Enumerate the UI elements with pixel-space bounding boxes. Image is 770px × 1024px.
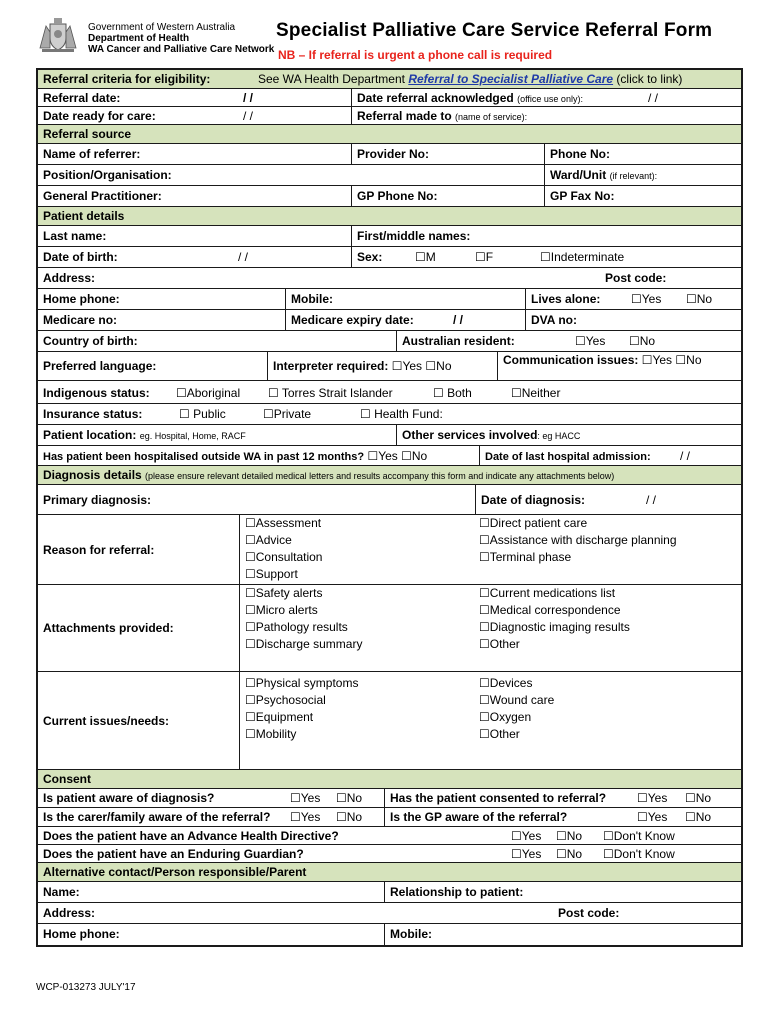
issue-mobility-checkbox[interactable]: ☐Mobility bbox=[245, 727, 297, 741]
indigenous-label: Indigenous status: bbox=[43, 386, 150, 400]
alt-postcode-field[interactable]: Post code: bbox=[558, 906, 620, 920]
referral-made-to-note: (name of service): bbox=[455, 112, 528, 122]
medicare-expiry-label: Medicare expiry date: bbox=[291, 313, 414, 327]
interpreter-no-checkbox[interactable]: ☐No bbox=[425, 359, 452, 373]
dob-row bbox=[38, 247, 741, 268]
referral-made-to-field[interactable] bbox=[351, 107, 741, 124]
issue-oxygen-checkbox[interactable]: ☐Oxygen bbox=[479, 710, 532, 724]
consent-heading: Consent bbox=[43, 772, 91, 786]
preferred-language-field[interactable]: Preferred language: bbox=[43, 359, 157, 373]
consented-field bbox=[384, 789, 741, 807]
referrer-name-field[interactable]: Name of referrer: bbox=[43, 147, 141, 161]
last-admission-label: Date of last hospital admission: bbox=[485, 451, 651, 463]
referral-made-to-label: Referral made to bbox=[357, 109, 452, 123]
alt-phone-row bbox=[38, 924, 741, 945]
other-services-eg: : eg HACC bbox=[537, 431, 581, 441]
eligibility-text bbox=[253, 70, 687, 88]
alt-address-row bbox=[38, 903, 741, 924]
name-row bbox=[38, 226, 741, 247]
alt-name-field[interactable]: Name: bbox=[43, 885, 80, 899]
reason-support-checkbox[interactable]: ☐Support bbox=[245, 567, 298, 581]
attach-medications-checkbox[interactable]: ☐Current medications list bbox=[479, 586, 616, 600]
patient-location-field[interactable] bbox=[38, 425, 396, 445]
attach-pathology-checkbox[interactable]: ☐Pathology results bbox=[245, 620, 348, 634]
last-admission-field[interactable] bbox=[479, 446, 741, 465]
eligibility-label: Referral criteria for eligibility: bbox=[43, 72, 211, 86]
gp-row bbox=[38, 186, 741, 207]
patient-details-heading: Patient details bbox=[43, 209, 125, 223]
carer-aware-no-checkbox[interactable]: ☐No bbox=[336, 810, 363, 824]
attach-safety-alerts-checkbox[interactable]: ☐Safety alerts bbox=[245, 586, 323, 600]
dob-slashes: / / bbox=[238, 250, 249, 264]
ahd-yes-checkbox[interactable]: ☐Yes bbox=[511, 829, 542, 843]
insurance-row bbox=[38, 404, 741, 425]
postcode-field[interactable]: Post code: bbox=[605, 271, 667, 285]
issue-devices-checkbox[interactable]: ☐Devices bbox=[479, 676, 533, 690]
sex-label: Sex: bbox=[357, 250, 383, 264]
current-issues-label: Current issues/needs: bbox=[38, 672, 240, 769]
referral-source-heading: Referral source bbox=[43, 127, 132, 141]
guardian-label: Does the patient have an Enduring Guardian? bbox=[43, 847, 304, 861]
country-row bbox=[38, 331, 741, 352]
reason-advice-checkbox[interactable]: ☐Advice bbox=[245, 533, 292, 547]
position-field[interactable]: Position/Organisation: bbox=[43, 168, 172, 182]
location-row bbox=[38, 425, 741, 446]
guardian-yes-checkbox[interactable]: ☐Yes bbox=[511, 847, 542, 861]
alt-relationship-field[interactable]: Relationship to patient: bbox=[384, 882, 741, 902]
wa-government-crest-logo bbox=[36, 18, 80, 54]
ward-unit-note: (if relevant): bbox=[609, 171, 658, 181]
referral-date-row bbox=[38, 89, 741, 107]
reason-assessment-checkbox[interactable]: ☐Assessment bbox=[245, 516, 322, 530]
date-ready-row bbox=[38, 107, 741, 125]
attach-discharge-summary-checkbox[interactable]: ☐Discharge summary bbox=[245, 637, 363, 651]
reason-discharge-planning-checkbox[interactable]: ☐Assistance with discharge planning bbox=[479, 533, 677, 547]
gp-aware-label: Is the GP aware of the referral? bbox=[390, 810, 568, 824]
medicare-no-field[interactable]: Medicare no: bbox=[43, 313, 118, 327]
reason-consultation-checkbox[interactable]: ☐Consultation bbox=[245, 550, 323, 564]
diagnosis-heading-note: (please ensure relevant detailed medical letters and results accompany this form and indicate any attachments below) bbox=[145, 471, 615, 481]
communication-issues-field bbox=[497, 352, 741, 380]
health-fund-checkbox[interactable]: ☐ Health Fund: bbox=[360, 407, 443, 421]
gp-phone-field[interactable]: GP Phone No: bbox=[351, 186, 544, 206]
hospitalised-row bbox=[38, 446, 741, 466]
date-ready-field[interactable] bbox=[38, 107, 351, 124]
carer-aware-label: Is the carer/family aware of the referral? bbox=[43, 810, 271, 824]
eligibility-link[interactable]: Referral to Specialist Palliative Care bbox=[408, 72, 614, 86]
consented-no-checkbox[interactable]: ☐No bbox=[685, 791, 712, 805]
sex-field bbox=[351, 247, 741, 267]
date-ready-slashes: / / bbox=[243, 109, 254, 123]
medicare-row bbox=[38, 310, 741, 331]
eligibility-row bbox=[38, 70, 741, 89]
language-row bbox=[38, 352, 741, 381]
date-acknowledged-label: Date referral acknowledged bbox=[357, 91, 514, 105]
medicare-expiry-slashes: / / bbox=[453, 313, 464, 327]
alt-address-field[interactable]: Address: bbox=[43, 906, 96, 920]
aware-diagnosis-no-checkbox[interactable]: ☐No bbox=[336, 791, 363, 805]
organisation-name bbox=[88, 22, 274, 55]
last-admission-slashes: / / bbox=[680, 449, 691, 463]
diagnosis-heading-label: Diagnosis details bbox=[43, 468, 142, 482]
reason-options-right bbox=[479, 515, 677, 566]
issues-options-left bbox=[245, 675, 358, 743]
attachments-options-left bbox=[245, 585, 362, 653]
reason-terminal-phase-checkbox[interactable]: ☐Terminal phase bbox=[479, 550, 572, 564]
lives-alone-yes-checkbox[interactable]: ☐Yes bbox=[631, 292, 662, 306]
reason-options-left bbox=[245, 515, 322, 583]
date-ready-label: Date ready for care: bbox=[43, 109, 156, 123]
lives-alone-field bbox=[525, 289, 741, 309]
interpreter-yes-checkbox[interactable]: ☐Yes bbox=[391, 359, 423, 373]
carer-aware-yes-checkbox[interactable]: ☐Yes bbox=[290, 810, 321, 824]
diagnosis-heading bbox=[38, 466, 619, 484]
dob-label: Date of birth: bbox=[43, 250, 118, 264]
communication-issues-label: Communication issues: bbox=[503, 353, 639, 367]
gp-aware-yes-checkbox[interactable]: ☐Yes bbox=[637, 810, 668, 824]
consented-yes-checkbox[interactable]: ☐Yes bbox=[637, 791, 668, 805]
consent-heading-row bbox=[38, 770, 741, 789]
australian-resident-field bbox=[396, 331, 741, 351]
gp-field[interactable]: General Practitioner: bbox=[43, 189, 162, 203]
date-of-diagnosis-field[interactable] bbox=[475, 485, 741, 514]
issue-psychosocial-checkbox[interactable]: ☐Psychosocial bbox=[245, 693, 326, 707]
first-names-field[interactable]: First/middle names: bbox=[351, 226, 741, 246]
aware-diagnosis-label: Is patient aware of diagnosis? bbox=[43, 791, 215, 805]
resident-yes-checkbox[interactable]: ☐Yes bbox=[575, 334, 606, 348]
attach-imaging-checkbox[interactable]: ☐Diagnostic imaging results bbox=[479, 620, 630, 634]
gp-aware-no-checkbox[interactable]: ☐No bbox=[685, 810, 712, 824]
alt-contact-heading-row bbox=[38, 863, 741, 882]
indigenous-row bbox=[38, 381, 741, 404]
ahd-dont-know-checkbox[interactable]: ☐Don't Know bbox=[603, 829, 675, 843]
date-of-diagnosis-slashes: / / bbox=[646, 493, 657, 507]
address-row bbox=[38, 268, 741, 289]
position-row bbox=[38, 165, 741, 186]
attach-micro-alerts-checkbox[interactable]: ☐Micro alerts bbox=[245, 603, 318, 617]
hospitalised-no-checkbox[interactable]: ☐No bbox=[401, 449, 428, 463]
diagnosis-heading-row bbox=[38, 466, 741, 485]
referral-form bbox=[36, 68, 743, 947]
referral-date-label: Referral date: bbox=[43, 91, 121, 105]
issue-equipment-checkbox[interactable]: ☐Equipment bbox=[245, 710, 314, 724]
form-title: Specialist Palliative Care Service Referral Form bbox=[276, 20, 713, 41]
public-checkbox[interactable]: ☐ Public bbox=[179, 407, 226, 421]
form-header bbox=[0, 0, 770, 66]
australian-resident-label: Australian resident: bbox=[402, 334, 515, 348]
gp-fax-field[interactable]: GP Fax No: bbox=[544, 186, 741, 206]
eligibility-click: (click to link) bbox=[616, 72, 683, 86]
org-line-1: Government of Western Australia bbox=[88, 22, 236, 33]
hospitalised-yes-checkbox[interactable]: ☐Yes bbox=[367, 449, 398, 463]
alt-home-phone-field[interactable]: Home phone: bbox=[43, 927, 120, 941]
referral-date-field[interactable] bbox=[38, 89, 351, 106]
consented-label: Has the patient consented to referral? bbox=[390, 791, 607, 805]
org-line-2: Department of Health bbox=[88, 33, 190, 44]
attachments-label: Attachments provided: bbox=[38, 585, 240, 671]
lives-alone-label: Lives alone: bbox=[531, 292, 601, 306]
country-of-birth-field[interactable]: Country of birth: bbox=[43, 334, 138, 348]
attachments-options-right bbox=[479, 585, 630, 653]
insurance-label: Insurance status: bbox=[43, 407, 143, 421]
alt-contact-heading: Alternative contact/Person responsible/Parent bbox=[43, 865, 307, 879]
guardian-dont-know-checkbox[interactable]: ☐Don't Know bbox=[603, 847, 675, 861]
provider-no-field[interactable]: Provider No: bbox=[351, 144, 544, 164]
eligibility-see: See WA Health Department bbox=[258, 72, 405, 86]
both-checkbox[interactable]: ☐ Both bbox=[433, 386, 472, 400]
consent-row-4 bbox=[38, 845, 741, 863]
primary-diagnosis-row bbox=[38, 485, 741, 515]
reason-direct-care-checkbox[interactable]: ☐Direct patient care bbox=[479, 516, 588, 530]
guardian-no-checkbox[interactable]: ☐No bbox=[556, 847, 583, 861]
private-checkbox[interactable]: ☐Private bbox=[263, 407, 312, 421]
org-line-3: WA Cancer and Palliative Care Network bbox=[88, 44, 275, 55]
hospitalised-label: Has patient been hospitalised outside WA in past 12 months? bbox=[43, 451, 365, 463]
form-code: WCP-013273 JULY'17 bbox=[36, 982, 136, 993]
resident-no-checkbox[interactable]: ☐No bbox=[629, 334, 656, 348]
sex-m-checkbox[interactable]: ☐M bbox=[415, 250, 436, 264]
sex-indeterminate-checkbox[interactable]: ☐Indeterminate bbox=[540, 250, 625, 264]
date-acknowledged-note: (office use only): bbox=[517, 94, 583, 104]
home-phone-field[interactable]: Home phone: bbox=[43, 292, 120, 306]
neither-checkbox[interactable]: ☐Neither bbox=[511, 386, 561, 400]
last-name-field[interactable]: Last name: bbox=[43, 229, 107, 243]
issue-wound-care-checkbox[interactable]: ☐Wound care bbox=[479, 693, 555, 707]
reason-for-referral-label: Reason for referral: bbox=[38, 515, 240, 584]
primary-diagnosis-field[interactable]: Primary diagnosis: bbox=[43, 493, 152, 507]
carer-aware-field bbox=[38, 808, 384, 826]
communication-yes-checkbox[interactable]: ☐Yes bbox=[641, 353, 673, 367]
other-services-field[interactable] bbox=[396, 425, 741, 445]
torres-strait-checkbox[interactable]: ☐ Torres Strait Islander bbox=[268, 386, 393, 400]
reason-for-referral-row bbox=[38, 515, 741, 585]
aware-diagnosis-field bbox=[38, 789, 384, 807]
issue-other-checkbox[interactable]: ☐Other bbox=[479, 727, 520, 741]
communication-no-checkbox[interactable]: ☐No bbox=[675, 353, 702, 367]
attach-correspondence-checkbox[interactable]: ☐Medical correspondence bbox=[479, 603, 621, 617]
referral-date-slashes: / / bbox=[243, 91, 254, 105]
attach-other-checkbox[interactable]: ☐Other bbox=[479, 637, 520, 651]
date-acknowledged-slashes: / / bbox=[648, 91, 659, 105]
alt-name-row bbox=[38, 882, 741, 903]
date-of-diagnosis-label: Date of diagnosis: bbox=[481, 493, 586, 507]
alt-mobile-field[interactable]: Mobile: bbox=[384, 924, 741, 945]
referral-source-heading-row bbox=[38, 125, 741, 144]
medicare-expiry-field[interactable] bbox=[285, 310, 525, 330]
hospitalised-field bbox=[38, 446, 479, 465]
phone-row bbox=[38, 289, 741, 310]
date-acknowledged-field[interactable] bbox=[351, 89, 741, 106]
address-field[interactable]: Address: bbox=[43, 271, 96, 285]
attachments-row bbox=[38, 585, 741, 672]
ahd-label: Does the patient have an Advance Health Directive? bbox=[43, 829, 339, 843]
urgent-notice: NB – If referral is urgent a phone call is required bbox=[278, 48, 553, 62]
consent-row-2 bbox=[38, 808, 741, 827]
patient-location-label: Patient location: bbox=[43, 428, 137, 442]
aware-diagnosis-yes-checkbox[interactable]: ☐Yes bbox=[290, 791, 321, 805]
dva-no-field[interactable]: DVA no: bbox=[525, 310, 741, 330]
patient-details-heading-row bbox=[38, 207, 741, 226]
ward-unit-label: Ward/Unit bbox=[550, 168, 607, 182]
ahd-no-checkbox[interactable]: ☐No bbox=[556, 829, 583, 843]
referrer-row bbox=[38, 144, 741, 165]
issue-physical-checkbox[interactable]: ☐Physical symptoms bbox=[245, 676, 359, 690]
consent-row-3 bbox=[38, 827, 741, 845]
sex-f-checkbox[interactable]: ☐F bbox=[475, 250, 494, 264]
mobile-field[interactable]: Mobile: bbox=[285, 289, 525, 309]
interpreter-field bbox=[267, 352, 497, 380]
aboriginal-checkbox[interactable]: ☐Aboriginal bbox=[176, 386, 241, 400]
gp-aware-field bbox=[384, 808, 741, 826]
ward-unit-field[interactable] bbox=[544, 165, 741, 185]
patient-location-eg: eg. Hospital, Home, RACF bbox=[139, 431, 246, 441]
phone-no-field[interactable]: Phone No: bbox=[544, 144, 741, 164]
issues-options-right bbox=[479, 675, 554, 743]
other-services-label: Other services involved bbox=[402, 428, 538, 442]
current-issues-row bbox=[38, 672, 741, 770]
consent-row-1 bbox=[38, 789, 741, 808]
dob-field[interactable] bbox=[38, 247, 351, 267]
lives-alone-no-checkbox[interactable]: ☐No bbox=[686, 292, 713, 306]
interpreter-label: Interpreter required: bbox=[273, 359, 389, 373]
